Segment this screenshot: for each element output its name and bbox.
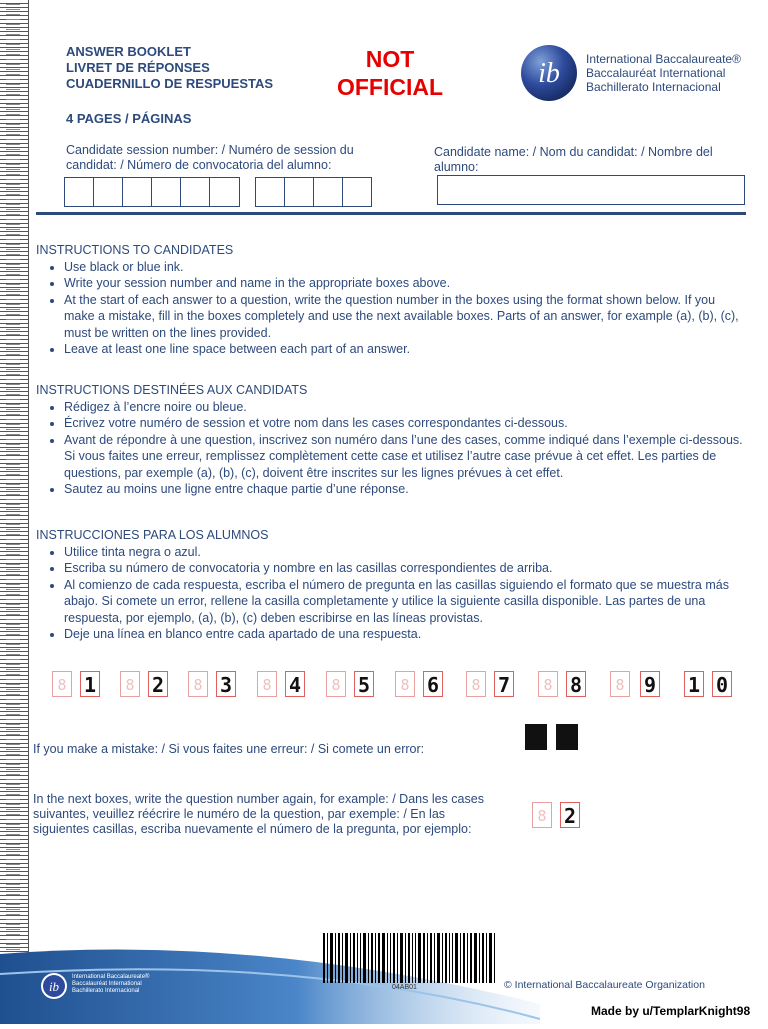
session-number-label: Candidate session number: / Numéro de session du candidat: / Número de convocatoria del alumno: — [66, 143, 354, 172]
example-digit-box: 0 — [712, 671, 732, 697]
page-count: 4 PAGES / PÁGINAS — [66, 111, 192, 126]
instructions-french — [36, 382, 748, 498]
not-official-watermark: NOT OFFICIAL — [336, 46, 444, 100]
ghost-digit-box: 8 — [466, 671, 486, 697]
mistake-label: If you make a mistake: / Si vous faites une erreur: / Si comete un error: — [33, 742, 425, 756]
candidate-name-label: Candidate name: / Nom du candidat: / Nombre del alumno: — [434, 145, 713, 174]
list-item: • Al comienzo de cada respuesta, escriba el número de pregunta en las casillas siguiendo el formato que se muestra más abajo. Si comete un error, rellene la casilla completamente y utilice la siguiente casilla disponible. Las partes de una respuesta, por ejemplo, (a), (b), (c) deben escribirse en las líneas provistas. — [64, 577, 748, 627]
example-digit-box: 2 — [148, 671, 168, 697]
barcode — [323, 933, 495, 983]
list-item: • Leave at least one line space between each part of an answer. — [64, 341, 748, 358]
ghost-digit-box: 8 — [257, 671, 277, 697]
section-heading: INSTRUCTIONS TO CANDIDATES — [36, 243, 234, 257]
list-item: • At the start of each answer to a question, write the question number in the boxes using the format shown below. If you make a mistake, fill in the boxes completely and use the next available boxes. Parts of an answer, for example (a), (b), (c), must be written on the lines provided. — [64, 292, 748, 342]
credit-text: Made by u/TemplarKnight98 — [591, 1004, 751, 1018]
header-divider — [36, 212, 746, 215]
copyright: © International Baccalaureate Organization — [504, 979, 705, 991]
footer-org-name: International Baccalaureate® Baccalauréat International Bachillerato Internacional — [72, 974, 150, 994]
example-digit-box: 4 — [285, 671, 305, 697]
example-digit-box: 6 — [423, 671, 443, 697]
example-digit-box: 9 — [640, 671, 660, 697]
svg-text:ib: ib — [538, 58, 560, 89]
ghost-digit-box: 8 — [52, 671, 72, 697]
list-item: • Rédigez à l’encre noire ou bleue. — [64, 399, 748, 416]
perforated-edge — [0, 0, 29, 1024]
list-item: • Use black or blue ink. — [64, 259, 748, 276]
section-heading: INSTRUCTIONS DESTINÉES AUX CANDIDATS — [36, 383, 308, 397]
list-item: • Write your session number and name in the appropriate boxes above. — [64, 275, 748, 292]
example-digit-box: 7 — [494, 671, 514, 697]
filled-box — [556, 724, 578, 750]
example-digit-box: 1 — [684, 671, 704, 697]
ghost-digit-box: 8 — [120, 671, 140, 697]
ghost-digit-box: 8 — [610, 671, 630, 697]
filled-box — [525, 724, 547, 750]
footer-ib-logo — [40, 972, 68, 1000]
section-heading: INSTRUCCIONES PARA LOS ALUMNOS — [36, 528, 269, 542]
list-item: • Écrivez votre numéro de session et votre nom dans les cases correspondantes ci-dessous. — [64, 415, 748, 432]
svg-text:ib: ib — [48, 979, 60, 994]
ghost-digit-box: 8 — [326, 671, 346, 697]
booklet-title: ANSWER BOOKLET LIVRET DE RÉPONSES CUADERNILLO DE RESPUESTAS — [66, 44, 274, 91]
example-digit-box: 8 — [566, 671, 586, 697]
example-digit-box: 2 — [560, 802, 580, 828]
ghost-digit-box: 8 — [538, 671, 558, 697]
list-item: • Deje una línea en blanco entre cada apartado de una respuesta. — [64, 626, 748, 643]
list-item: • Utilice tinta negra o azul. — [64, 544, 748, 561]
barcode-label: 04AB01 — [392, 984, 417, 991]
instructions-english — [36, 242, 748, 358]
ghost-digit-box: 8 — [532, 802, 552, 828]
example-digit-box: 3 — [216, 671, 236, 697]
example-digit-box: 1 — [80, 671, 100, 697]
list-item: • Avant de répondre à une question, inscrivez son numéro dans l’une des cases, comme indiqué dans l’exemple ci-dessous. Si vous faites une erreur, remplissez complètement cette case et utilisez l’autre case prévue à cet effet. Les parties de questions, par exemple (a), (b), (c), doivent être inscrites sur les lignes prévues à cet effet. — [64, 432, 748, 482]
list-item: • Escriba su número de convocatoria y nombre en las casillas correspondientes de arriba. — [64, 560, 748, 577]
ghost-digit-box: 8 — [188, 671, 208, 697]
ghost-digit-box: 8 — [395, 671, 415, 697]
ib-logo — [520, 44, 578, 102]
candidate-name-field[interactable] — [437, 175, 745, 205]
example-digit-box: 5 — [354, 671, 374, 697]
list-item: • Sautez au moins une ligne entre chaque partie d’une réponse. — [64, 481, 748, 498]
instructions-spanish — [36, 527, 748, 643]
org-name: International Baccalaureate® Baccalauréat International Bachillerato Internacional — [586, 52, 741, 94]
next-boxes-label: In the next boxes, write the question number again, for example: / Dans les cases suivantes, veuillez réécrire le numéro de la question, par exemple: / En las siguientes casillas, escriba nuevamente el número de la pregunta, por ejemplo: — [33, 792, 484, 836]
